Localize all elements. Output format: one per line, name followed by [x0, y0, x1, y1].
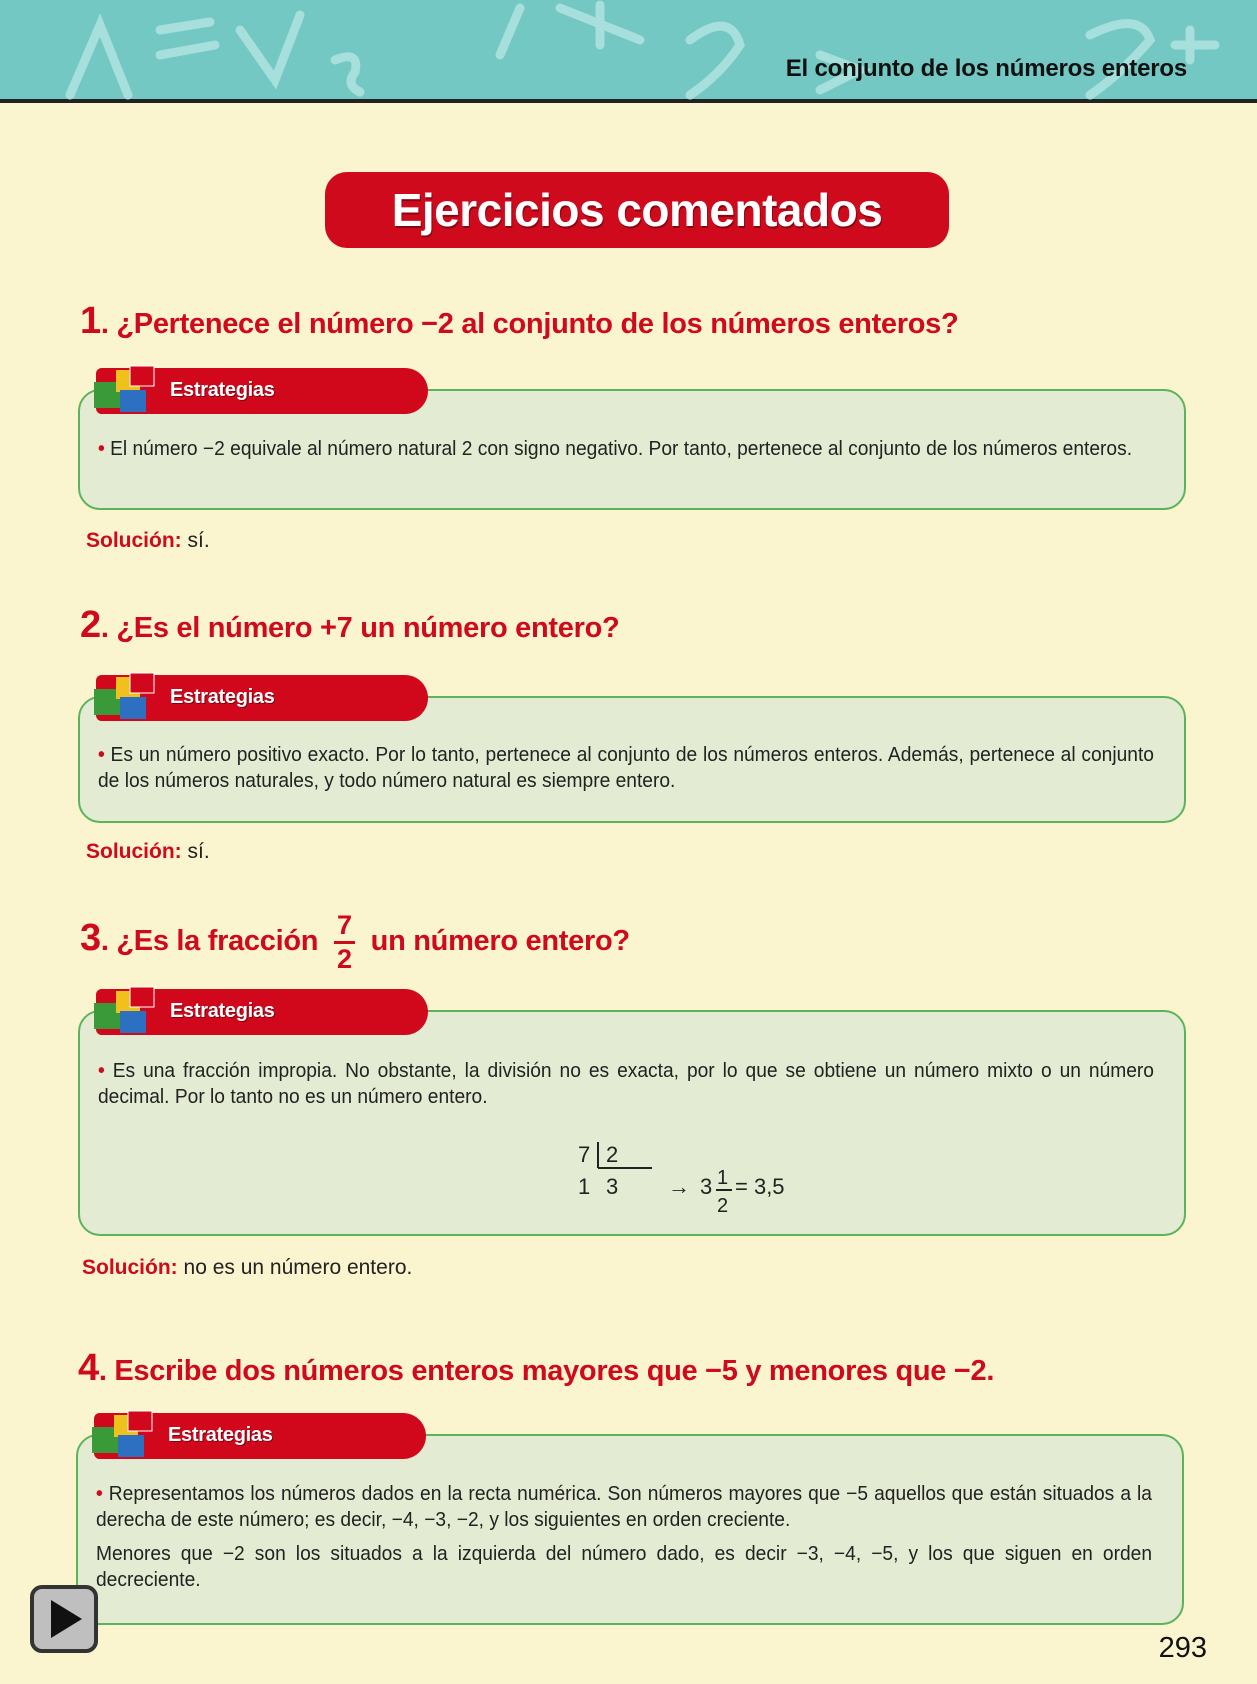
division-dividend: 7: [578, 1142, 591, 1167]
exercise-4-question: [78, 1347, 994, 1390]
division-whole: 3: [700, 1174, 713, 1199]
division-num: 1: [717, 1167, 729, 1189]
strategy-text: • Es un número positivo exacto. Por lo tanto, pertenece al conjunto de los números enteros. Además, pertenece al conjunto de los números naturales, y todo número natural es siempre entero.: [98, 744, 1154, 792]
division-divisor: 2: [606, 1142, 619, 1167]
solution-label: Solución:: [82, 1256, 178, 1279]
division-diagram: [490, 1134, 785, 1224]
exercise-1-question: [80, 300, 958, 343]
question-text: . ¿Es la fracción: [100, 925, 319, 958]
solution-label: Solución:: [86, 529, 182, 552]
solution-value: sí.: [187, 840, 210, 863]
page-title: Ejercicios comentados: [325, 172, 949, 248]
page-number: 293: [1158, 1632, 1207, 1664]
solution-2: [86, 840, 210, 864]
puzzle-icon: [90, 981, 162, 1043]
exercise-number: 3: [80, 917, 101, 960]
page-header: [0, 0, 1257, 103]
exercise-2-question: [80, 604, 619, 647]
exercise-3-question: [80, 912, 630, 973]
division-den: 2: [717, 1195, 729, 1217]
header-decoration: [0, 0, 1257, 103]
question-text: . ¿Es el número +7 un número entero?: [100, 612, 620, 644]
question-text: . Escribe dos números enteros mayores que −5 y menores que −2.: [98, 1355, 995, 1387]
strategy-text: • El número −2 equivale al número natural 2 con signo negativo. Por tanto, pertenece al conjunto de los números enteros.: [98, 438, 1133, 460]
puzzle-icon: [90, 667, 162, 729]
question-text-end: un número entero?: [370, 925, 630, 958]
strategies-label: Estrategias: [170, 1000, 275, 1022]
fraction: $\frac{7}{2}$: [334, 912, 355, 973]
solution-value: sí.: [187, 529, 210, 552]
strategies-tab: [96, 989, 428, 1035]
strategies-label: Estrategias: [168, 1424, 273, 1446]
division-remainder: 1: [578, 1174, 591, 1199]
strategy-box: [78, 1010, 1186, 1236]
solution-1: [86, 529, 210, 553]
strategies-label: Estrategias: [170, 686, 275, 708]
exercise-number: 4: [78, 1347, 99, 1389]
division-arrow: →: [668, 1174, 690, 1199]
strategies-label: Estrategias: [170, 379, 275, 401]
strategy-text: • Representamos los números dados en la recta numérica. Son números mayores que −5 aquellos que están situados a la derecha de este número; es decir, −4, −3, −2, y los siguientes en orden creciente.: [96, 1483, 1152, 1531]
solution-3: [82, 1256, 412, 1280]
strategies-tab: [94, 1413, 426, 1459]
chapter-title: El conjunto de los números enteros: [785, 55, 1187, 82]
solution-value: no es un número entero.: [183, 1256, 413, 1279]
exercise-number: 1: [80, 300, 101, 342]
strategy-text-2: Menores que −2 son los situados a la izquierda del número dado, es decir −3, −4, −5, y los que siguen en orden decreciente.: [96, 1543, 1152, 1591]
question-text: . ¿Pertenece el número −2 al conjunto de los números enteros?: [100, 308, 959, 340]
play-button[interactable]: [30, 1585, 98, 1653]
puzzle-icon: [90, 360, 162, 422]
strategy-text: • Es una fracción impropia. No obstante, la división no es exacta, por lo que se obtiene un número mixto o un número decimal. Por lo tanto no es un número entero.: [98, 1060, 1155, 1108]
division-quotient: 3: [606, 1174, 619, 1199]
exercise-number: 2: [80, 604, 101, 646]
solution-label: Solución:: [86, 840, 182, 863]
strategies-tab: [96, 675, 428, 721]
play-icon: [34, 1589, 94, 1649]
division-result: = 3,5: [735, 1174, 785, 1199]
strategy-box: [76, 1434, 1184, 1625]
strategies-tab: [96, 368, 428, 414]
puzzle-icon: [88, 1405, 160, 1467]
